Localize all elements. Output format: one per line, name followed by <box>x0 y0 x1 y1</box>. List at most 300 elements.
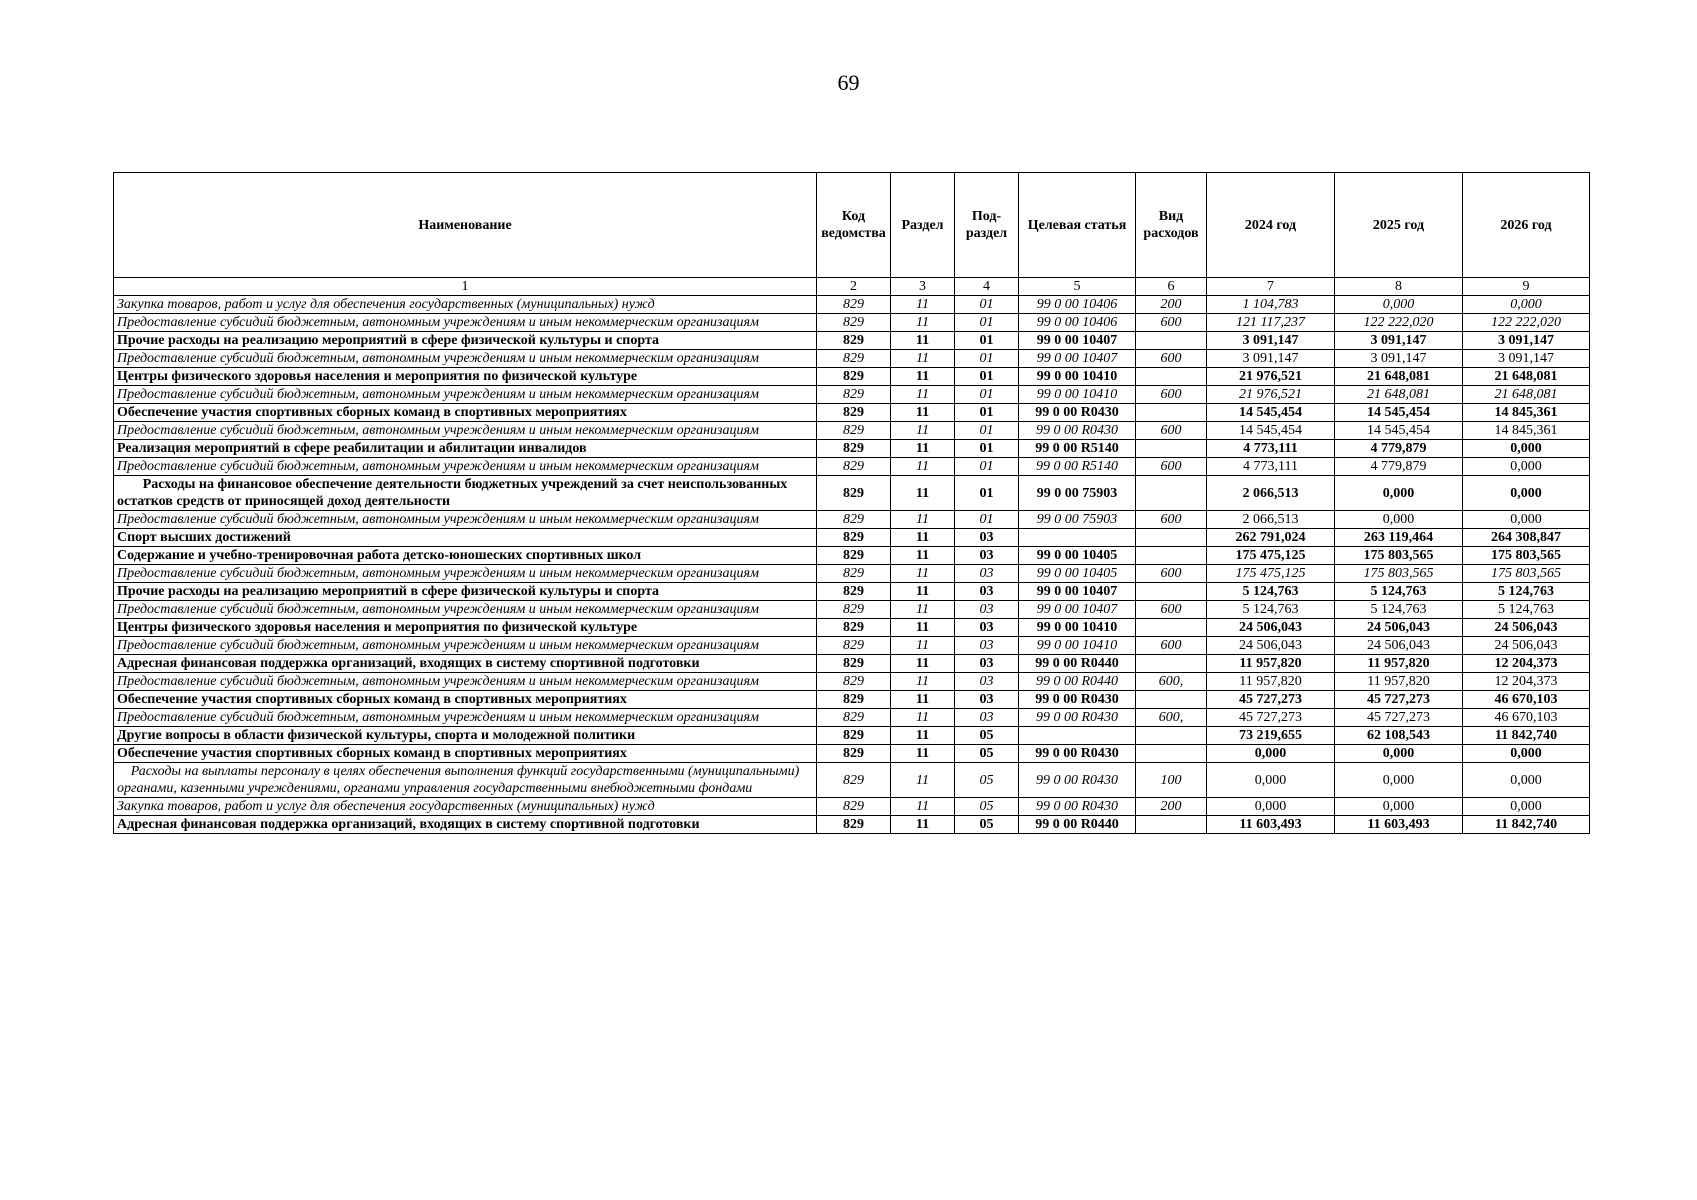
cell-kind <box>1136 440 1207 458</box>
cell-subsection: 03 <box>955 637 1019 655</box>
table-row <box>114 727 1590 745</box>
cell-name: Другие вопросы в области физической культуры, спорта и молодежной политики <box>114 727 817 745</box>
table-row <box>114 709 1590 727</box>
cell-2024: 45 727,273 <box>1207 709 1335 727</box>
cell-code: 829 <box>817 601 891 619</box>
column-number-row <box>114 278 1590 296</box>
header-2025: 2025 год <box>1335 173 1463 278</box>
column-number: 3 <box>891 278 955 296</box>
cell-kind <box>1136 583 1207 601</box>
cell-section: 11 <box>891 511 955 529</box>
cell-2024: 14 545,454 <box>1207 404 1335 422</box>
cell-2025: 45 727,273 <box>1335 691 1463 709</box>
table-row <box>114 583 1590 601</box>
cell-kind <box>1136 404 1207 422</box>
table-row <box>114 637 1590 655</box>
table-row <box>114 440 1590 458</box>
cell-name: Расходы на выплаты персоналу в целях обеспечения выполнения функций государственными (муниципальными) органами, казенными учреждениями, органами управления государственными внебюджетными фондами <box>114 763 817 798</box>
cell-subsection: 05 <box>955 763 1019 798</box>
cell-subsection: 03 <box>955 673 1019 691</box>
cell-2024: 11 957,820 <box>1207 655 1335 673</box>
cell-subsection: 01 <box>955 350 1019 368</box>
table-row <box>114 458 1590 476</box>
cell-2024: 2 066,513 <box>1207 511 1335 529</box>
cell-2025: 45 727,273 <box>1335 709 1463 727</box>
cell-code: 829 <box>817 727 891 745</box>
cell-code: 829 <box>817 565 891 583</box>
cell-name: Обеспечение участия спортивных сборных команд в спортивных мероприятиях <box>114 691 817 709</box>
cell-2025: 0,000 <box>1335 476 1463 511</box>
column-number: 8 <box>1335 278 1463 296</box>
cell-2025: 263 119,464 <box>1335 529 1463 547</box>
cell-target: 99 0 00 10405 <box>1019 547 1136 565</box>
cell-kind: 600 <box>1136 601 1207 619</box>
cell-target: 99 0 00 R0430 <box>1019 422 1136 440</box>
cell-2026: 0,000 <box>1463 511 1590 529</box>
cell-subsection: 03 <box>955 655 1019 673</box>
cell-2026: 3 091,147 <box>1463 332 1590 350</box>
cell-kind <box>1136 368 1207 386</box>
cell-subsection: 01 <box>955 458 1019 476</box>
cell-code: 829 <box>817 529 891 547</box>
cell-2025: 11 603,493 <box>1335 816 1463 834</box>
column-number: 7 <box>1207 278 1335 296</box>
column-number: 9 <box>1463 278 1590 296</box>
cell-2024: 262 791,024 <box>1207 529 1335 547</box>
table-row <box>114 511 1590 529</box>
header-2026: 2026 год <box>1463 173 1590 278</box>
cell-kind: 100 <box>1136 763 1207 798</box>
header-kind: Вид расходов <box>1136 173 1207 278</box>
cell-2026: 12 204,373 <box>1463 673 1590 691</box>
cell-subsection: 03 <box>955 547 1019 565</box>
cell-section: 11 <box>891 332 955 350</box>
table-row <box>114 350 1590 368</box>
cell-subsection: 03 <box>955 601 1019 619</box>
cell-code: 829 <box>817 296 891 314</box>
table-row <box>114 296 1590 314</box>
table-row <box>114 673 1590 691</box>
cell-section: 11 <box>891 816 955 834</box>
cell-code: 829 <box>817 816 891 834</box>
cell-target: 99 0 00 75903 <box>1019 511 1136 529</box>
cell-kind: 600 <box>1136 637 1207 655</box>
cell-2025: 175 803,565 <box>1335 547 1463 565</box>
cell-2025: 14 545,454 <box>1335 422 1463 440</box>
header-name: Наименование <box>114 173 817 278</box>
cell-target: 99 0 00 10406 <box>1019 314 1136 332</box>
header-code: Код ведомства <box>817 173 891 278</box>
cell-section: 11 <box>891 655 955 673</box>
cell-code: 829 <box>817 619 891 637</box>
cell-2024: 24 506,043 <box>1207 637 1335 655</box>
cell-name: Обеспечение участия спортивных сборных команд в спортивных мероприятиях <box>114 404 817 422</box>
cell-kind: 600, <box>1136 673 1207 691</box>
cell-2025: 5 124,763 <box>1335 583 1463 601</box>
cell-2024: 0,000 <box>1207 763 1335 798</box>
cell-2025: 3 091,147 <box>1335 332 1463 350</box>
cell-name: Предоставление субсидий бюджетным, автономным учреждениям и иным некоммерческим организациям <box>114 709 817 727</box>
table-row <box>114 404 1590 422</box>
cell-2026: 46 670,103 <box>1463 691 1590 709</box>
cell-2025: 14 545,454 <box>1335 404 1463 422</box>
cell-2025: 24 506,043 <box>1335 619 1463 637</box>
cell-name: Прочие расходы на реализацию мероприятий в сфере физической культуры и спорта <box>114 332 817 350</box>
cell-section: 11 <box>891 458 955 476</box>
cell-subsection: 03 <box>955 691 1019 709</box>
cell-target: 99 0 00 10410 <box>1019 386 1136 404</box>
cell-section: 11 <box>891 637 955 655</box>
table-row <box>114 655 1590 673</box>
column-number: 5 <box>1019 278 1136 296</box>
cell-2026: 0,000 <box>1463 745 1590 763</box>
cell-2026: 5 124,763 <box>1463 583 1590 601</box>
cell-subsection: 01 <box>955 296 1019 314</box>
cell-kind <box>1136 332 1207 350</box>
cell-section: 11 <box>891 314 955 332</box>
cell-subsection: 01 <box>955 440 1019 458</box>
cell-code: 829 <box>817 547 891 565</box>
cell-name: Предоставление субсидий бюджетным, автономным учреждениям и иным некоммерческим организациям <box>114 386 817 404</box>
cell-code: 829 <box>817 440 891 458</box>
cell-code: 829 <box>817 368 891 386</box>
cell-code: 829 <box>817 386 891 404</box>
cell-code: 829 <box>817 332 891 350</box>
table-row <box>114 601 1590 619</box>
cell-2024: 4 773,111 <box>1207 458 1335 476</box>
cell-2024: 14 545,454 <box>1207 422 1335 440</box>
cell-2025: 0,000 <box>1335 745 1463 763</box>
cell-2024: 175 475,125 <box>1207 547 1335 565</box>
cell-code: 829 <box>817 673 891 691</box>
cell-2024: 1 104,783 <box>1207 296 1335 314</box>
cell-subsection: 01 <box>955 314 1019 332</box>
header-section: Раздел <box>891 173 955 278</box>
cell-name: Закупка товаров, работ и услуг для обеспечения государственных (муниципальных) нужд <box>114 798 817 816</box>
cell-2026: 175 803,565 <box>1463 547 1590 565</box>
cell-2026: 12 204,373 <box>1463 655 1590 673</box>
cell-target: 99 0 00 R0440 <box>1019 673 1136 691</box>
cell-subsection: 01 <box>955 386 1019 404</box>
cell-2025: 175 803,565 <box>1335 565 1463 583</box>
cell-2025: 21 648,081 <box>1335 386 1463 404</box>
cell-code: 829 <box>817 655 891 673</box>
cell-section: 11 <box>891 565 955 583</box>
cell-section: 11 <box>891 619 955 637</box>
table-row <box>114 547 1590 565</box>
cell-target <box>1019 529 1136 547</box>
cell-kind: 600 <box>1136 422 1207 440</box>
cell-name: Адресная финансовая поддержка организаций, входящих в систему спортивной подготовки <box>114 655 817 673</box>
cell-section: 11 <box>891 673 955 691</box>
cell-2026: 3 091,147 <box>1463 350 1590 368</box>
cell-target: 99 0 00 10406 <box>1019 296 1136 314</box>
cell-section: 11 <box>891 350 955 368</box>
cell-kind <box>1136 816 1207 834</box>
cell-code: 829 <box>817 422 891 440</box>
cell-kind: 600 <box>1136 565 1207 583</box>
cell-target: 99 0 00 R0430 <box>1019 745 1136 763</box>
cell-2025: 3 091,147 <box>1335 350 1463 368</box>
cell-name: Обеспечение участия спортивных сборных команд в спортивных мероприятиях <box>114 745 817 763</box>
cell-2024: 0,000 <box>1207 745 1335 763</box>
cell-2024: 0,000 <box>1207 798 1335 816</box>
cell-2026: 24 506,043 <box>1463 637 1590 655</box>
table-row <box>114 386 1590 404</box>
cell-2025: 0,000 <box>1335 763 1463 798</box>
cell-target: 99 0 00 R0430 <box>1019 404 1136 422</box>
cell-target: 99 0 00 R0430 <box>1019 691 1136 709</box>
table-row <box>114 798 1590 816</box>
cell-2025: 21 648,081 <box>1335 368 1463 386</box>
cell-kind: 600, <box>1136 709 1207 727</box>
cell-section: 11 <box>891 745 955 763</box>
cell-2025: 4 779,879 <box>1335 440 1463 458</box>
table-row <box>114 422 1590 440</box>
cell-section: 11 <box>891 296 955 314</box>
cell-kind <box>1136 745 1207 763</box>
cell-section: 11 <box>891 529 955 547</box>
cell-name: Предоставление субсидий бюджетным, автономным учреждениям и иным некоммерческим организациям <box>114 565 817 583</box>
cell-subsection: 01 <box>955 368 1019 386</box>
cell-2026: 24 506,043 <box>1463 619 1590 637</box>
cell-target: 99 0 00 R0430 <box>1019 798 1136 816</box>
cell-2025: 11 957,820 <box>1335 655 1463 673</box>
cell-target: 99 0 00 10407 <box>1019 601 1136 619</box>
cell-kind <box>1136 476 1207 511</box>
cell-code: 829 <box>817 763 891 798</box>
header-subsection: Под-раздел <box>955 173 1019 278</box>
cell-section: 11 <box>891 368 955 386</box>
cell-target: 99 0 00 10410 <box>1019 619 1136 637</box>
cell-kind: 600 <box>1136 314 1207 332</box>
cell-subsection: 01 <box>955 511 1019 529</box>
cell-subsection: 03 <box>955 529 1019 547</box>
cell-section: 11 <box>891 763 955 798</box>
header-target: Целевая статья <box>1019 173 1136 278</box>
cell-name: Содержание и учебно-тренировочная работа детско-юношеских спортивных школ <box>114 547 817 565</box>
cell-code: 829 <box>817 404 891 422</box>
cell-name: Предоставление субсидий бюджетным, автономным учреждениям и иным некоммерческим организациям <box>114 350 817 368</box>
cell-2026: 0,000 <box>1463 476 1590 511</box>
table-row <box>114 745 1590 763</box>
cell-2025: 122 222,020 <box>1335 314 1463 332</box>
cell-name: Адресная финансовая поддержка организаций, входящих в систему спортивной подготовки <box>114 816 817 834</box>
cell-2024: 3 091,147 <box>1207 332 1335 350</box>
cell-2026: 122 222,020 <box>1463 314 1590 332</box>
cell-2025: 0,000 <box>1335 511 1463 529</box>
cell-kind <box>1136 727 1207 745</box>
cell-kind <box>1136 529 1207 547</box>
cell-name: Предоставление субсидий бюджетным, автономным учреждениям и иным некоммерческим организациям <box>114 458 817 476</box>
cell-target: 99 0 00 R0430 <box>1019 709 1136 727</box>
cell-code: 829 <box>817 637 891 655</box>
cell-name: Предоставление субсидий бюджетным, автономным учреждениям и иным некоммерческим организациям <box>114 601 817 619</box>
cell-section: 11 <box>891 422 955 440</box>
cell-2026: 21 648,081 <box>1463 386 1590 404</box>
cell-section: 11 <box>891 601 955 619</box>
cell-2026: 0,000 <box>1463 296 1590 314</box>
cell-name: Предоставление субсидий бюджетным, автономным учреждениям и иным некоммерческим организациям <box>114 314 817 332</box>
cell-2026: 11 842,740 <box>1463 727 1590 745</box>
cell-name: Центры физического здоровья населения и мероприятия по физической культуре <box>114 619 817 637</box>
cell-kind <box>1136 655 1207 673</box>
cell-section: 11 <box>891 583 955 601</box>
cell-2025: 24 506,043 <box>1335 637 1463 655</box>
cell-2026: 11 842,740 <box>1463 816 1590 834</box>
cell-code: 829 <box>817 350 891 368</box>
cell-section: 11 <box>891 440 955 458</box>
cell-2024: 3 091,147 <box>1207 350 1335 368</box>
cell-kind <box>1136 691 1207 709</box>
header-row <box>114 173 1590 278</box>
cell-name: Расходы на финансовое обеспечение деятельности бюджетных учреждений за счет неиспользованных остатков средств от приносящей доход деятельности <box>114 476 817 511</box>
column-number: 2 <box>817 278 891 296</box>
cell-kind: 200 <box>1136 296 1207 314</box>
cell-name: Предоставление субсидий бюджетным, автономным учреждениям и иным некоммерческим организациям <box>114 637 817 655</box>
cell-section: 11 <box>891 476 955 511</box>
table-row <box>114 816 1590 834</box>
column-number: 4 <box>955 278 1019 296</box>
cell-kind: 200 <box>1136 798 1207 816</box>
cell-section: 11 <box>891 547 955 565</box>
column-number: 1 <box>114 278 817 296</box>
cell-code: 829 <box>817 476 891 511</box>
cell-subsection: 05 <box>955 745 1019 763</box>
cell-code: 829 <box>817 314 891 332</box>
cell-2024: 21 976,521 <box>1207 368 1335 386</box>
cell-name: Прочие расходы на реализацию мероприятий в сфере физической культуры и спорта <box>114 583 817 601</box>
cell-section: 11 <box>891 691 955 709</box>
cell-2026: 14 845,361 <box>1463 422 1590 440</box>
cell-target: 99 0 00 10410 <box>1019 637 1136 655</box>
cell-2026: 21 648,081 <box>1463 368 1590 386</box>
cell-code: 829 <box>817 745 891 763</box>
cell-2024: 2 066,513 <box>1207 476 1335 511</box>
table-row <box>114 314 1590 332</box>
cell-2025: 4 779,879 <box>1335 458 1463 476</box>
cell-2026: 5 124,763 <box>1463 601 1590 619</box>
cell-2026: 0,000 <box>1463 798 1590 816</box>
cell-2026: 0,000 <box>1463 440 1590 458</box>
cell-target: 99 0 00 R0430 <box>1019 763 1136 798</box>
cell-target: 99 0 00 R5140 <box>1019 440 1136 458</box>
cell-2024: 5 124,763 <box>1207 583 1335 601</box>
cell-2024: 121 117,237 <box>1207 314 1335 332</box>
cell-section: 11 <box>891 798 955 816</box>
cell-2025: 11 957,820 <box>1335 673 1463 691</box>
cell-subsection: 01 <box>955 332 1019 350</box>
cell-2026: 0,000 <box>1463 458 1590 476</box>
cell-target: 99 0 00 10410 <box>1019 368 1136 386</box>
cell-name: Предоставление субсидий бюджетным, автономным учреждениям и иным некоммерческим организациям <box>114 511 817 529</box>
cell-subsection: 03 <box>955 709 1019 727</box>
table-body <box>114 296 1590 834</box>
cell-2024: 11 603,493 <box>1207 816 1335 834</box>
cell-name: Центры физического здоровья населения и мероприятия по физической культуре <box>114 368 817 386</box>
cell-target: 99 0 00 75903 <box>1019 476 1136 511</box>
cell-target <box>1019 727 1136 745</box>
cell-target: 99 0 00 10405 <box>1019 565 1136 583</box>
cell-2026: 46 670,103 <box>1463 709 1590 727</box>
cell-subsection: 05 <box>955 816 1019 834</box>
cell-code: 829 <box>817 691 891 709</box>
cell-2024: 24 506,043 <box>1207 619 1335 637</box>
cell-2026: 14 845,361 <box>1463 404 1590 422</box>
cell-subsection: 01 <box>955 404 1019 422</box>
header-2024: 2024 год <box>1207 173 1335 278</box>
table-row <box>114 332 1590 350</box>
cell-2025: 62 108,543 <box>1335 727 1463 745</box>
cell-kind: 600 <box>1136 511 1207 529</box>
cell-name: Спорт высших достижений <box>114 529 817 547</box>
cell-subsection: 03 <box>955 565 1019 583</box>
table-row <box>114 763 1590 798</box>
cell-target: 99 0 00 R5140 <box>1019 458 1136 476</box>
cell-2024: 45 727,273 <box>1207 691 1335 709</box>
cell-name: Закупка товаров, работ и услуг для обеспечения государственных (муниципальных) нужд <box>114 296 817 314</box>
cell-subsection: 01 <box>955 476 1019 511</box>
cell-2024: 73 219,655 <box>1207 727 1335 745</box>
cell-kind <box>1136 547 1207 565</box>
cell-2024: 21 976,521 <box>1207 386 1335 404</box>
column-number: 6 <box>1136 278 1207 296</box>
table-row <box>114 368 1590 386</box>
page-number: 69 <box>837 70 860 95</box>
cell-section: 11 <box>891 404 955 422</box>
cell-code: 829 <box>817 458 891 476</box>
cell-target: 99 0 00 10407 <box>1019 583 1136 601</box>
cell-2024: 5 124,763 <box>1207 601 1335 619</box>
cell-2024: 11 957,820 <box>1207 673 1335 691</box>
cell-target: 99 0 00 R0440 <box>1019 816 1136 834</box>
table-row <box>114 691 1590 709</box>
cell-2026: 0,000 <box>1463 763 1590 798</box>
cell-target: 99 0 00 10407 <box>1019 350 1136 368</box>
table-row <box>114 565 1590 583</box>
cell-name: Реализация мероприятий в сфере реабилитации и абилитации инвалидов <box>114 440 817 458</box>
cell-2024: 4 773,111 <box>1207 440 1335 458</box>
cell-subsection: 05 <box>955 727 1019 745</box>
cell-name: Предоставление субсидий бюджетным, автономным учреждениям и иным некоммерческим организациям <box>114 422 817 440</box>
cell-code: 829 <box>817 583 891 601</box>
cell-code: 829 <box>817 709 891 727</box>
cell-section: 11 <box>891 727 955 745</box>
cell-target: 99 0 00 10407 <box>1019 332 1136 350</box>
cell-2026: 175 803,565 <box>1463 565 1590 583</box>
cell-kind: 600 <box>1136 386 1207 404</box>
cell-subsection: 05 <box>955 798 1019 816</box>
cell-kind <box>1136 619 1207 637</box>
cell-2025: 0,000 <box>1335 798 1463 816</box>
cell-subsection: 03 <box>955 619 1019 637</box>
cell-2025: 5 124,763 <box>1335 601 1463 619</box>
cell-section: 11 <box>891 709 955 727</box>
cell-target: 99 0 00 R0440 <box>1019 655 1136 673</box>
table-row <box>114 529 1590 547</box>
cell-code: 829 <box>817 511 891 529</box>
cell-subsection: 01 <box>955 422 1019 440</box>
cell-2026: 264 308,847 <box>1463 529 1590 547</box>
cell-code: 829 <box>817 798 891 816</box>
table-row <box>114 619 1590 637</box>
cell-2024: 175 475,125 <box>1207 565 1335 583</box>
cell-subsection: 03 <box>955 583 1019 601</box>
table-row <box>114 476 1590 511</box>
budget-table <box>113 172 1590 834</box>
cell-kind: 600 <box>1136 458 1207 476</box>
cell-kind: 600 <box>1136 350 1207 368</box>
